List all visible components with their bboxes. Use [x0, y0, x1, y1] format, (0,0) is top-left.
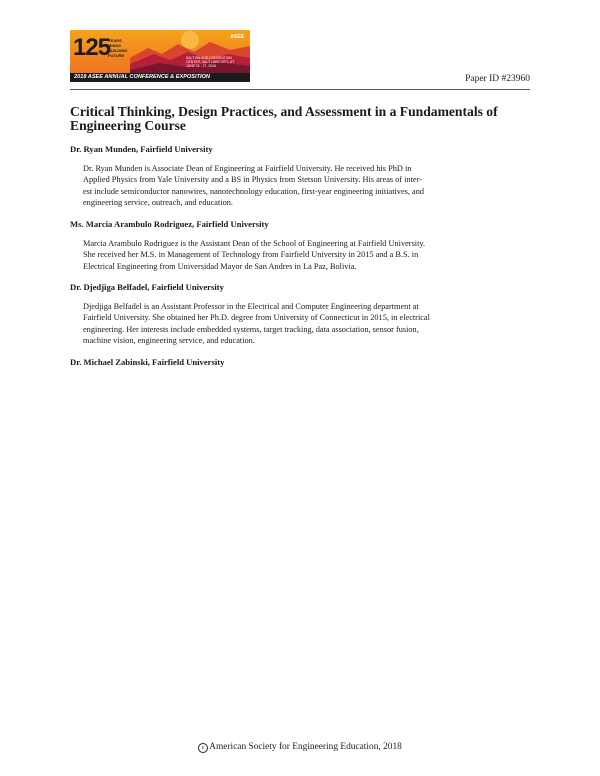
bio-line: engineering service, outreach, and education. — [83, 197, 233, 207]
bio-line: Electrical Engineering from Universidad Mayor de San Andres in La Paz, Bolivia. — [83, 261, 357, 271]
paper-id: Paper ID #23960 — [465, 74, 530, 84]
copyright-icon: c — [198, 743, 208, 753]
banner-anniversary-number: 125 — [73, 34, 111, 61]
banner-strip — [70, 73, 250, 82]
author-name: Dr. Djedjiga Belfadel, Fairfield University — [70, 282, 224, 292]
author-bio — [83, 238, 532, 272]
banner-location: SALT PALACE CONVENTION CENTER, SALT LAKE CITY, UT JUNE 24 - 27, 2018 — [186, 56, 235, 69]
author-bio — [83, 301, 532, 346]
conference-banner — [70, 30, 250, 82]
banner-org-logo: ASEE — [230, 34, 244, 40]
header-divider — [70, 89, 530, 90]
bio-line: Djedjiga Belfadel is an Assistant Professor in the Electrical and Computer Engineering department at — [83, 302, 419, 311]
banner-years-text: YEARS MINDS BUILDING FUTURE — [108, 38, 128, 58]
bio-line: Applied Physics from Yale University and a BS in Physics from Stetson University. His areas of inter- — [83, 175, 422, 185]
bio-line: machine vision, engineering service, and education. — [83, 335, 255, 345]
bio-line: est include semiconductor nanowires, nanotechnology education, first-year engineering initiatives, and — [83, 186, 424, 196]
author-name: Dr. Michael Zabinski, Fairfield University — [70, 357, 225, 367]
author-name: Dr. Ryan Munden, Fairfield University — [70, 144, 213, 154]
bio-line: Dr. Ryan Munden is Associate Dean of Engineering at Fairfield University. He received his PhD in — [83, 164, 412, 173]
page-footer — [0, 742, 600, 753]
author-name: Ms. Marcia Arambulo Rodriguez, Fairfield University — [70, 219, 269, 229]
paper-title: Critical Thinking, Design Practices, and Assessment in a Fundamentals of Engineering Course — [70, 104, 498, 133]
bio-line: She received her M.S. in Management of Technology from Fairfield University in 2015 and a B.S. in — [83, 250, 419, 260]
author-bio — [83, 163, 532, 208]
bio-line: Marcia Arambulo Rodriguez is the Assistant Dean of the School of Engineering at Fairfield University. — [83, 239, 426, 248]
footer-text: American Society for Engineering Education, 2018 — [209, 742, 402, 752]
bio-line: Fairfield University. She obtained her Ph.D. degree from University of Connecticut in 2015, in electrical — [83, 313, 430, 323]
banner-strip-text: 2018 ASEE ANNUAL CONFERENCE & EXPOSITION — [74, 74, 210, 80]
bio-line: engineering. Her interests include embedded systems, target tracking, data association, sensor fusion, — [83, 324, 419, 334]
